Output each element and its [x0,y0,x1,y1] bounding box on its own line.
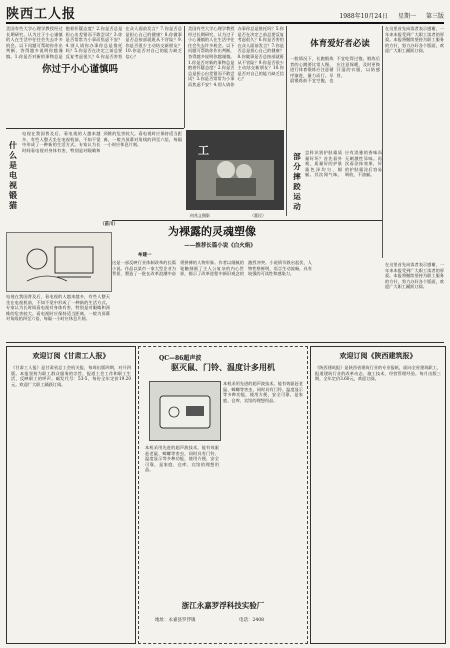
ad-qc86-body: 本机采用先进的超声波技术，能有效驱赶老鼠、蟑螂等害虫，同时具有门铃、温度显示等多种功能，使用方便，安全可靠，是家庭、仓库、宾馆的理想用品。 [223,381,303,403]
divider [382,26,383,258]
ad-qc86-title: 驱灭鼠、门铃、温度计多用机 [171,362,275,372]
page-number: 第三版 [425,13,444,20]
article-careful-body: 美国有些大学心理学教授经过长期研究，认为过于小心谨慎的人在生活中往往会失去许多机会。以下问题可帮助你作出判断，答得越多说明你越谨慎。1.你是否对新的事物总是抱着怀疑态度？2.你是否总是担心出差错而不敢尝试？3.你是否常常为小事而焦虑不安？4.别人请你办事你总是推托吗？5.你是否在决定之前总要反复考虑很久？6.你是否害怕在众人面前发言？7.你是否总是担心自己的健康？8.你做事是否总按部就班从不冒险？9.你是否很少主动结交新朋友？10.你是否对自己的能力缺乏信心？ [6,26,182,59]
article-right-middle: 在这里首先向读者表示感谢，一年来本报受到广大职工读者的厚爱。本报将继续坚持为职工服务的方针，努力办好各个版面，欢迎广大职工踊跃订阅。 [385,262,444,290]
article-sports-side-title: 部分摔跤运动 [293,152,301,211]
article-lovers-title: 体育爱好者必读 [310,39,370,49]
article-right-column: 在这里首先向读者表示感谢，一年来本报受到广大职工读者的厚爱。本报将继续坚持为职工服务的方针，努力办好各个版面，欢迎广大职工踊跃订阅。 [385,26,444,54]
subscribe-jianzhu-title: 欢迎订阅《陕西建筑报》 [339,351,417,360]
issue-date: 1988年10月24日 [339,13,388,20]
divider [112,220,382,221]
photo-credit: （董民） [250,213,266,218]
ad-qc86 [138,346,308,644]
masthead [6,4,444,24]
ad-factory-address: 地址：永嘉县罗浮镇 [155,618,196,623]
ad-qc86-label: QC—86超声波 [159,355,202,362]
article-middle-top: 美国有些大学心理学教授经过长期研究，认为过于小心谨慎的人在生活中往往会失去许多机会。以下问题可帮助你作出判断，答得越多说明你越谨慎。1.你是否对新的事物总是抱着怀疑态度？2.你是否总是担心出差错而不敢尝试？3.你是否常常为小事而焦虑不安？4.别人请你办事你总是推托吗？5.你是否在决定之前总要反复考虑很久？6.你是否害怕在众人面前发言？7.你是否总是担心自己的健康？8.你做事是否总按部就班从不冒险？9.你是否很少主动结交新朋友？10.你是否对自己的能力缺乏信心？ [188,26,284,87]
article-left-middle: 电视在我国普及后，看电视的人越来越多，有些人整天坐在电视机前，不知不觉中形成了一种新的生活方式。专家认为长时间看电视对身体有害，特别是对眼睛和颈椎的危害较大。看电视时应保持适当距离，一般为屏幕对角线的四至六倍，每隔一小时应休息片刻。 [6,294,110,322]
ad-factory-phone: 电话：2408 [239,618,264,623]
masthead-meta [339,11,444,22]
ad-qc86-body-lower: 本机采用先进的超声波技术，能有效驱赶老鼠、蟑螂等害虫，同时具有门铃、温度显示等多种功能，使用方便，安全可靠，是家庭、仓库、宾馆的理想用品。 [145,445,219,473]
article-eyes-title: 什么是电视锻猫 [9,140,17,210]
article-lovers-body: 一般情况下，长跑锻炼者的心跳要比常人慢。进行体育锻炼应注意循序渐进，量力而行。早晨锻炼前不宜空腹，也不宜吃得过饱。锻炼后应注意保暖，及时更换汗湿的衣服，以防感冒。 [290,56,380,84]
article-soul-body: 这是一部反映行业体制改革的长篇小说。作品以某市一家大型企业为背景，塑造了一批在改革浪潮中奋勇拼搏的人物形象。作者以细腻的笔触刻画了主人公复杂的内心世界，揭示了改革进程中新旧观念的激烈冲突。小说情节跌宕起伏，人物性格鲜明，语言生动流畅，具有较强的可读性和感染力。 [112,260,312,277]
divider [184,26,185,128]
issue-weekday: 星期一 [397,13,416,20]
ad-qc86-product-image [149,381,221,441]
masthead-title: 陕西工人报 [6,7,77,22]
article-soul-title: 为裸露的灵魂塑像 [168,225,256,238]
article-soul-author: 牟建一 [138,253,152,258]
subscribe-gansu-title: 欢迎订阅《甘肃工人报》 [32,351,110,360]
article-eyes-body: 电视在我国普及后，看电视的人越来越多，有些人整天坐在电视机前，不知不觉中形成了一种新的生活方式。专家认为长时间看电视对身体有害，特别是对眼睛和颈椎的危害较大。看电视时应保持适当距离，一般为屏幕对角线的四至六倍，每隔一小时应休息片刻。 [22,131,182,153]
photo-caption: 何兆义摄影 [190,213,210,218]
divider [286,26,287,216]
cartoon-image [6,232,112,292]
subscribe-gansu-box [6,346,136,644]
article-careful-title: 你过于小心谨慎吗 [41,64,118,75]
article-eyes-author: （苗川） [100,222,118,227]
article-sports-side-body: 怎样识别护肤霜质量好坏？首先看外观，质量好的护肤霜色泽均匀、细腻。其次闻气味，应有淡雅的香味而无刺激性异味。再次看涂抹效果，好的护肤霜涂后容易吸收，不油腻。 [305,150,382,178]
divider [6,342,444,343]
subscribe-jianzhu-body: 《陕西建筑报》是陕西省建筑行业的专业报纸，面向全省建筑职工，报道建筑行业的改革动态、施工技术、经营管理经验。每月出版三期，全年定价3.60元，欢迎订阅。 [315,365,441,382]
subscribe-jianzhu-box [310,346,446,644]
article-careful [6,26,182,122]
ad-factory-name: 浙江永嘉罗浮科技实验厂 [181,601,265,610]
photo-wrestling [186,130,284,210]
article-soul-subtitle: ——推荐长篇小说《白火焰》 [184,243,256,249]
svg-text:工: 工 [198,144,209,157]
divider [6,128,184,129]
subscribe-gansu-body: 《甘肃工人报》是甘肃省总工会机关报，每周出版四期，对开四版。本报坚持为职工群众服务的宗旨，报道工会工作和职工生活，反映职工的呼声。邮发代号：53-5，每份全年定价19.20元。欢迎广大职工踊跃订阅。 [11,365,131,387]
